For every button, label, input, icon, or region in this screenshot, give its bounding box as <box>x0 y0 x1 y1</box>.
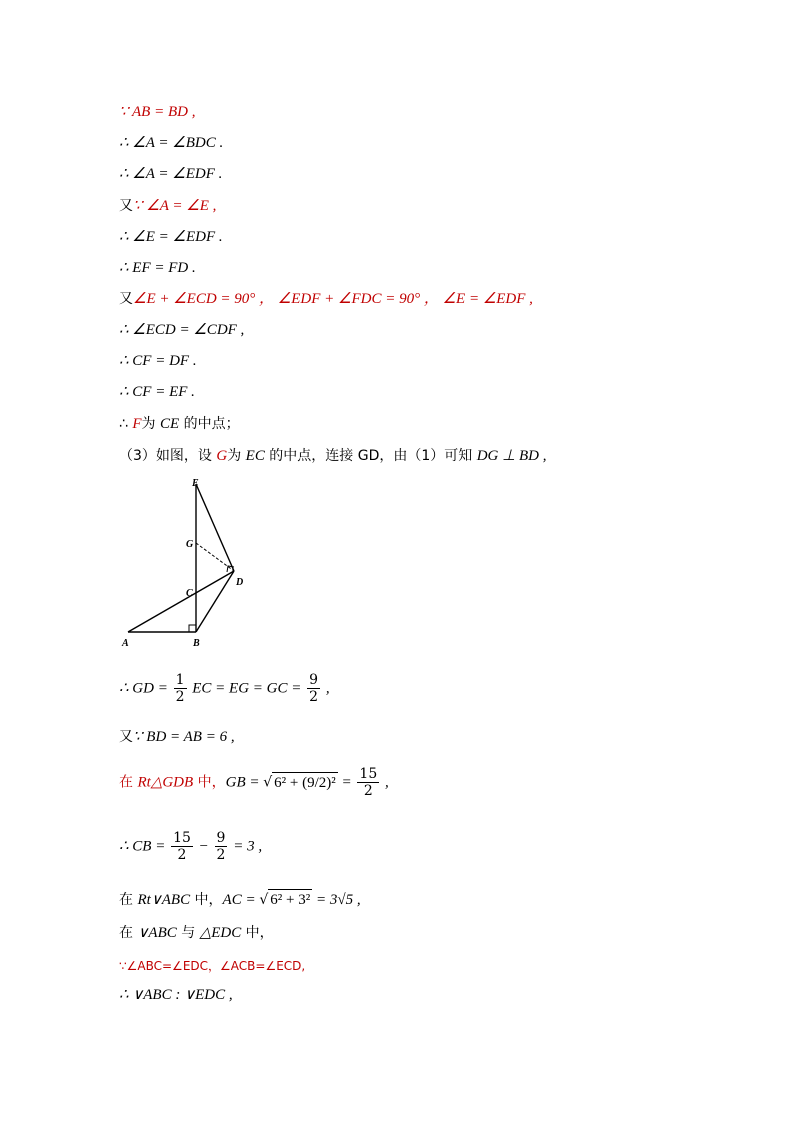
step-18: 在 ∨ABC 与 △EDC 中， <box>119 925 274 941</box>
segment-BD <box>196 571 234 632</box>
fraction: $\frac{9}{2}$ <box>216 830 226 863</box>
step-9: ∴ CF = DF . <box>119 353 197 369</box>
step-5: ∴ ∠E = ∠EDF . <box>119 229 223 245</box>
label-E: E <box>192 478 199 489</box>
fraction: $\frac{15}{2}$ <box>359 766 378 799</box>
sqrt-sign: √ <box>263 774 273 791</box>
step-17: 在 Rt∨ABC 中，AC = √ 6² + 3² = 3√5 , <box>119 889 361 910</box>
fraction: $\frac{15}{2}$ <box>173 830 191 863</box>
label-C: C <box>186 588 193 599</box>
right-angle-B <box>189 625 196 632</box>
geometry-figure <box>118 474 258 652</box>
step-13: ∴ GD = $\frac{1}{2}$ EC = EG = GC = $\frac{9}{2}$ , <box>119 672 330 705</box>
step-16: ∴ CB = $\frac{15}{2}$ − $\frac{9}{2}$ = 3 , <box>119 830 263 863</box>
fraction: $\frac{9}{2}$ <box>309 672 319 705</box>
step-6: ∴ EF = FD . <box>119 260 196 276</box>
segment-AD <box>128 571 234 632</box>
step-4: 又∵ ∠A = ∠E , <box>119 198 217 214</box>
label-G: G <box>186 539 194 550</box>
step-7: 又∠E + ∠ECD = 90° ， ∠EDF + ∠FDC = 90° ， ∠E = ∠EDF , <box>119 291 533 307</box>
label-A: A <box>122 638 129 649</box>
step-2: ∴ ∠A = ∠BDC . <box>119 135 224 151</box>
step-19: ∵∠ABC=∠EDC，∠ACB=∠ECD, <box>119 959 306 973</box>
step-12: （3）如图，设 G为 EC 的中点，连接 GD，由（1）可知 DG ⊥ BD , <box>119 448 547 464</box>
step-14: 又∵ BD = AB = 6 , <box>119 729 235 745</box>
sqrt-sign: √ <box>259 892 269 908</box>
step-3: ∴ ∠A = ∠EDF . <box>119 166 223 182</box>
step-8: ∴ ∠ECD = ∠CDF , <box>119 322 245 338</box>
step-10: ∴ CF = EF . <box>119 384 195 400</box>
step-1: ∵ AB = BD , <box>119 104 196 120</box>
label-D: D <box>236 577 244 588</box>
segment-ED <box>196 484 234 571</box>
fraction: $\frac{1}{2}$ <box>175 672 185 705</box>
step-20: ∴ ∨ABC : ∨EDC , <box>119 987 233 1003</box>
step-11: ∴ F为 CE 的中点； <box>119 416 240 432</box>
label-B: B <box>193 638 200 649</box>
step-15: 在 Rt△GDB 中，GB = √ 6² + (9/2)² = $\frac{15}{2}$ , <box>119 766 389 799</box>
